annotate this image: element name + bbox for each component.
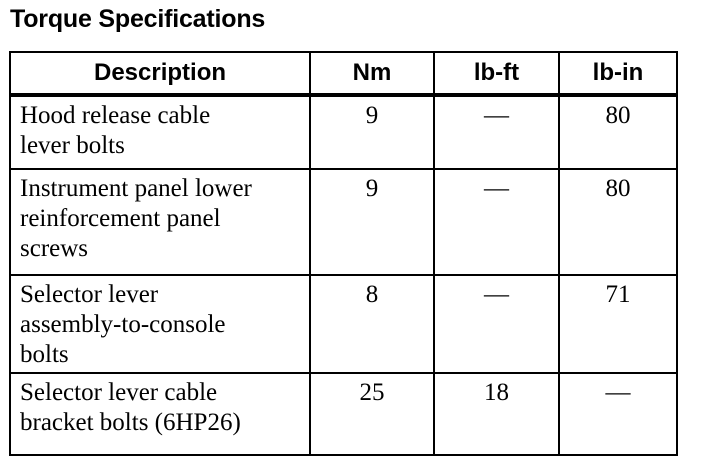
description-line: Selector lever cable [20,379,218,406]
table-header-row [10,52,677,95]
lb-in-cell: 80 [559,169,677,275]
nm-cell: 9 [310,169,434,275]
description-cell [10,169,310,275]
nm-cell: 9 [310,95,434,169]
table-row [10,275,677,373]
description-line: lever bolts [20,132,125,159]
column-header-description: Description [10,52,310,95]
lb-in-cell: 71 [559,275,677,373]
nm-cell: 8 [310,275,434,373]
description-line: screws [20,235,89,262]
lb-ft-cell: — [434,275,559,373]
description-line: bolts [20,341,69,368]
description-line: Instrument panel lower [20,175,252,202]
lb-ft-cell: — [434,95,559,169]
description-line: Hood release cable [20,102,211,129]
description-cell [10,373,310,455]
page-title: Torque Specifications [10,5,266,33]
column-header-lb-in: lb-in [559,52,677,95]
lb-in-cell: 80 [559,95,677,169]
column-header-lb-ft: lb-ft [434,52,559,95]
description-line: Selector lever [20,281,159,308]
table-row [10,95,677,169]
nm-cell: 25 [310,373,434,455]
torque-specifications-table [9,51,678,456]
table-row [10,169,677,275]
description-cell [10,275,310,373]
description-cell [10,95,310,169]
description-line: assembly-to-console [20,311,226,338]
lb-ft-cell: — [434,169,559,275]
lb-in-cell: — [559,373,677,455]
lb-ft-cell: 18 [434,373,559,455]
description-line: reinforcement panel [20,205,221,232]
table-row [10,373,677,455]
description-line: bracket bolts (6HP26) [20,409,241,436]
column-header-nm: Nm [310,52,434,95]
